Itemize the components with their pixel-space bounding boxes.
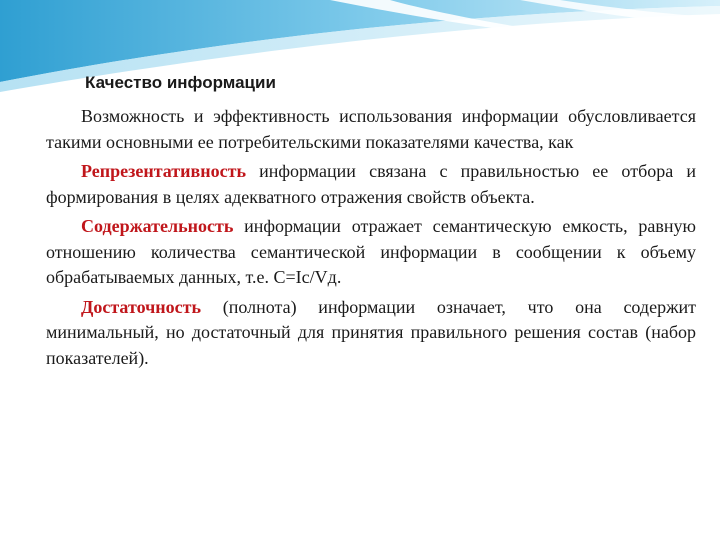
paragraph-sufficiency: [46, 295, 696, 372]
definition-content-richness: информации отражает семантическую емкость, равную отношению количества семантической информации в сообщении к объему обрабатываемых данных, т.е. С=Iс/Vд.: [46, 216, 696, 287]
paragraph-content-richness: [46, 214, 696, 291]
term-sufficiency: Достаточность: [81, 296, 201, 317]
slide-content: [46, 71, 696, 375]
definition-representativeness: информации связана с правильностью ее отбора и формирования в целях адекватного отражения свойств объекта.: [46, 161, 696, 207]
term-representativeness: Репрезентативность: [81, 161, 246, 181]
slide-title: Качество информации: [85, 73, 276, 92]
definition-sufficiency: (полнота) информации означает, что она содержит минимальный, но достаточный для принятия правильного решения состав (набор показателей).: [46, 296, 696, 368]
intro-paragraph: Возможность и эффективность использования информации обусловливается такими основными ее потребительскими показателями качества, как: [46, 106, 696, 152]
term-content-richness: Содержательность: [81, 216, 234, 236]
paragraph-representativeness: [46, 159, 696, 210]
